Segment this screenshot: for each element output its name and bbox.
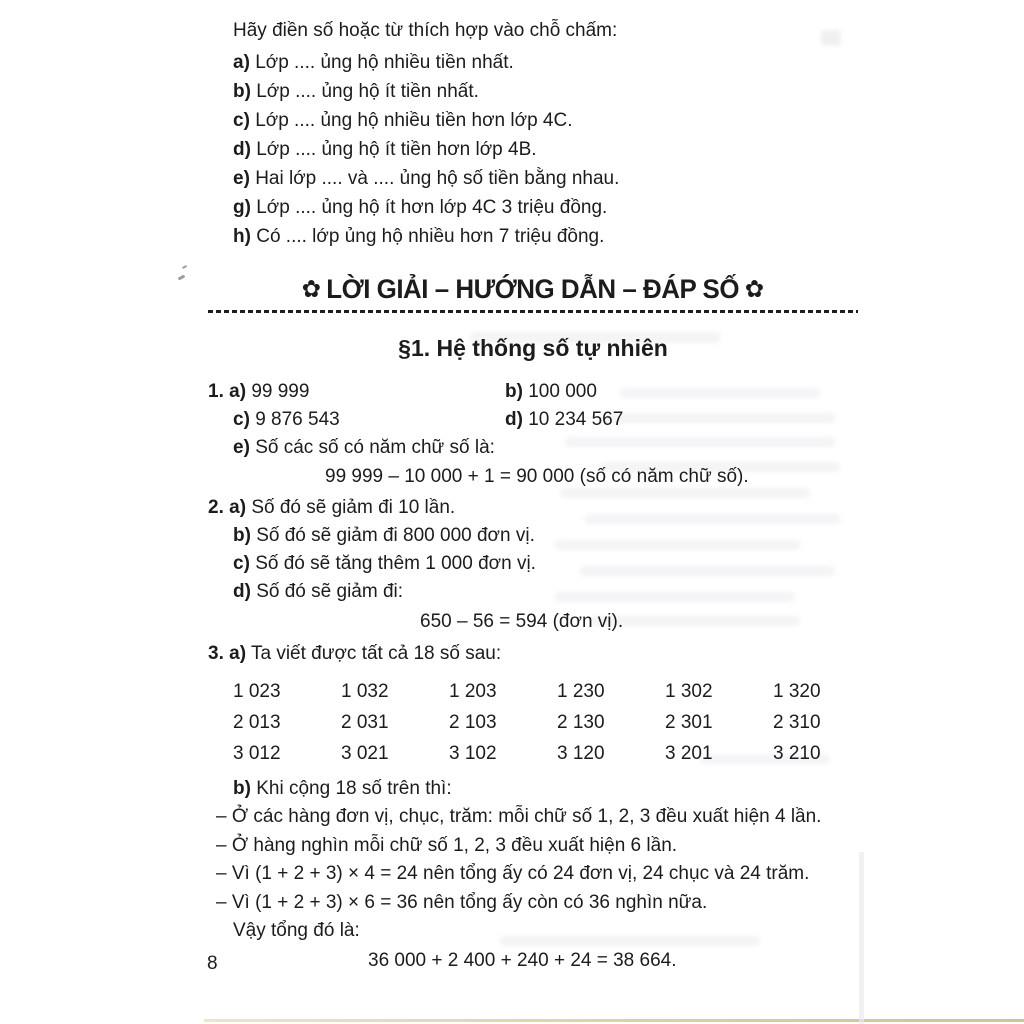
item-label: d) <box>233 581 251 602</box>
equation: 650 – 56 = 594 (đơn vị). <box>420 611 624 632</box>
answer-3a <box>208 640 858 668</box>
item-label: b) <box>505 381 523 402</box>
answer-1e <box>233 434 858 462</box>
answer-2a <box>208 494 858 522</box>
table-cell: 1 230 <box>557 681 605 702</box>
item-label: c) <box>233 110 250 131</box>
answer-value: 9 876 543 <box>255 409 340 430</box>
problem-item-c <box>233 106 858 135</box>
florette-icon: ✿ <box>302 276 321 303</box>
answer-3b <box>233 775 858 803</box>
table-cell: 1 203 <box>449 681 497 702</box>
solutions-title-text: LỜI GIẢI – HƯỚNG DẪN – ĐÁP SỐ <box>326 274 740 304</box>
problem-item-e <box>233 164 858 193</box>
problem-item-a <box>233 48 858 77</box>
table-cell: 2 301 <box>665 712 713 733</box>
solutions-title <box>296 274 770 305</box>
answer-value: 100 000 <box>528 381 597 402</box>
item-label: h) <box>233 226 251 247</box>
section-title: §1. Hệ thống số tự nhiên <box>398 335 668 361</box>
item-label: a) <box>229 643 247 664</box>
answer-text: Số đó sẽ tăng thêm 1 000 đơn vị. <box>255 553 536 574</box>
answer-text: Ta viết được tất cả 18 số sau: <box>250 643 502 664</box>
table-cell: 3 210 <box>773 743 821 764</box>
item-label: a) <box>229 381 247 402</box>
answer-2d <box>233 578 858 606</box>
answer-2b <box>233 522 858 550</box>
page-number: 8 <box>207 953 218 974</box>
margin-ink-mark <box>178 266 188 282</box>
answer-1b <box>505 378 858 406</box>
item-text: Lớp .... ủng hộ ít tiền nhất. <box>256 81 479 102</box>
bullet-line: – Ở hàng nghìn mỗi chữ số 1, 2, 3 đều xuất hiện 6 lần. <box>216 834 678 856</box>
table-cell: 3 102 <box>449 743 497 764</box>
answer-1-row-cd <box>208 406 858 434</box>
table-cell: 1 302 <box>665 681 713 702</box>
answer-text: Số các số có năm chữ số là: <box>255 437 495 458</box>
bullet-line: – Vì (1 + 2 + 3) × 6 = 36 nên tổng ấy còn có 36 nghìn nữa. <box>216 891 708 913</box>
table-cell: 1 032 <box>341 681 389 702</box>
answer-1d <box>505 406 858 434</box>
item-label: a) <box>233 52 250 73</box>
item-label: b) <box>233 525 251 546</box>
item-label: g) <box>233 197 251 218</box>
item-text: Lớp .... ủng hộ ít hơn lớp 4C 3 triệu đồng. <box>256 197 608 218</box>
table-cell: 2 130 <box>557 712 605 733</box>
problem-item-g <box>233 193 858 222</box>
answer-1-row-ab <box>208 378 858 406</box>
answer-text: Số đó sẽ giảm đi: <box>256 581 404 602</box>
item-label: c) <box>233 553 250 574</box>
table-cell: 1 023 <box>233 681 281 702</box>
numbers-table <box>233 678 858 767</box>
item-text: Lớp .... ủng hộ nhiều tiền nhất. <box>255 52 514 73</box>
answer-1a <box>208 378 505 406</box>
problem-item-b <box>233 77 858 106</box>
answer-text: Số đó sẽ giảm đi 800 000 đơn vị. <box>256 525 535 546</box>
answer-number: 3. <box>208 643 224 664</box>
equation: 99 999 – 10 000 + 1 = 90 000 (số có năm chữ số). <box>325 466 749 487</box>
answer-1c <box>233 406 505 434</box>
scan-shadow <box>859 852 864 1024</box>
equation: 36 000 + 2 400 + 240 + 24 = 38 664. <box>368 950 677 971</box>
answer-3 <box>208 640 858 975</box>
table-cell: 3 021 <box>341 743 389 764</box>
problem-item-h <box>233 222 858 251</box>
closing-line: Vậy tổng đó là: <box>233 920 360 941</box>
table-cell: 2 031 <box>341 712 389 733</box>
item-label: e) <box>233 168 250 189</box>
item-label: a) <box>229 497 247 518</box>
bullet-line: – Ở các hàng đơn vị, chục, trăm: mỗi chữ số 1, 2, 3 đều xuất hiện 4 lần. <box>216 806 822 827</box>
item-label: d) <box>505 409 523 430</box>
item-label: e) <box>233 437 250 458</box>
table-cell: 2 103 <box>449 712 497 733</box>
table-cell: 3 120 <box>557 743 605 764</box>
answer-1 <box>208 378 858 491</box>
bullet-line: – Vì (1 + 2 + 3) × 4 = 24 nên tổng ấy có 24 đơn vị, 24 chục và 24 trăm. <box>216 863 810 884</box>
page-content <box>208 16 858 975</box>
table-cell: 3 012 <box>233 743 281 764</box>
item-label: d) <box>233 139 251 160</box>
item-text: Lớp .... ủng hộ ít tiền hơn lớp 4B. <box>256 139 537 160</box>
answer-value: 10 234 567 <box>528 409 624 430</box>
answer-number: 2. <box>208 497 224 518</box>
problem-section <box>208 16 858 251</box>
answer-number: 1. <box>208 381 224 402</box>
table-cell: 3 201 <box>665 743 713 764</box>
florette-icon: ✿ <box>745 276 764 303</box>
answer-2c <box>233 550 858 578</box>
item-label: b) <box>233 778 251 799</box>
answer-text: Số đó sẽ giảm đi 10 lần. <box>251 497 456 518</box>
solutions-header <box>208 274 858 313</box>
item-text: Có .... lớp ủng hộ nhiều hơn 7 triệu đồng. <box>256 226 605 247</box>
item-label: b) <box>233 81 251 102</box>
item-text: Hai lớp .... và .... ủng hộ số tiền bằng nhau. <box>255 168 620 189</box>
problem-prompt: Hãy điền số hoặc từ thích hợp vào chỗ chấm: <box>233 20 618 41</box>
problem-item-d <box>233 135 858 164</box>
page-scan-edge <box>204 1019 1024 1022</box>
table-cell: 2 310 <box>773 712 821 733</box>
item-text: Lớp .... ủng hộ nhiều tiền hơn lớp 4C. <box>255 110 573 131</box>
dashed-divider <box>208 310 858 313</box>
answer-2 <box>208 494 858 636</box>
answer-value: 99 999 <box>251 381 310 402</box>
answer-text: Khi cộng 18 số trên thì: <box>256 778 452 799</box>
table-cell: 2 013 <box>233 712 281 733</box>
item-label: c) <box>233 409 250 430</box>
table-cell: 1 320 <box>773 681 821 702</box>
